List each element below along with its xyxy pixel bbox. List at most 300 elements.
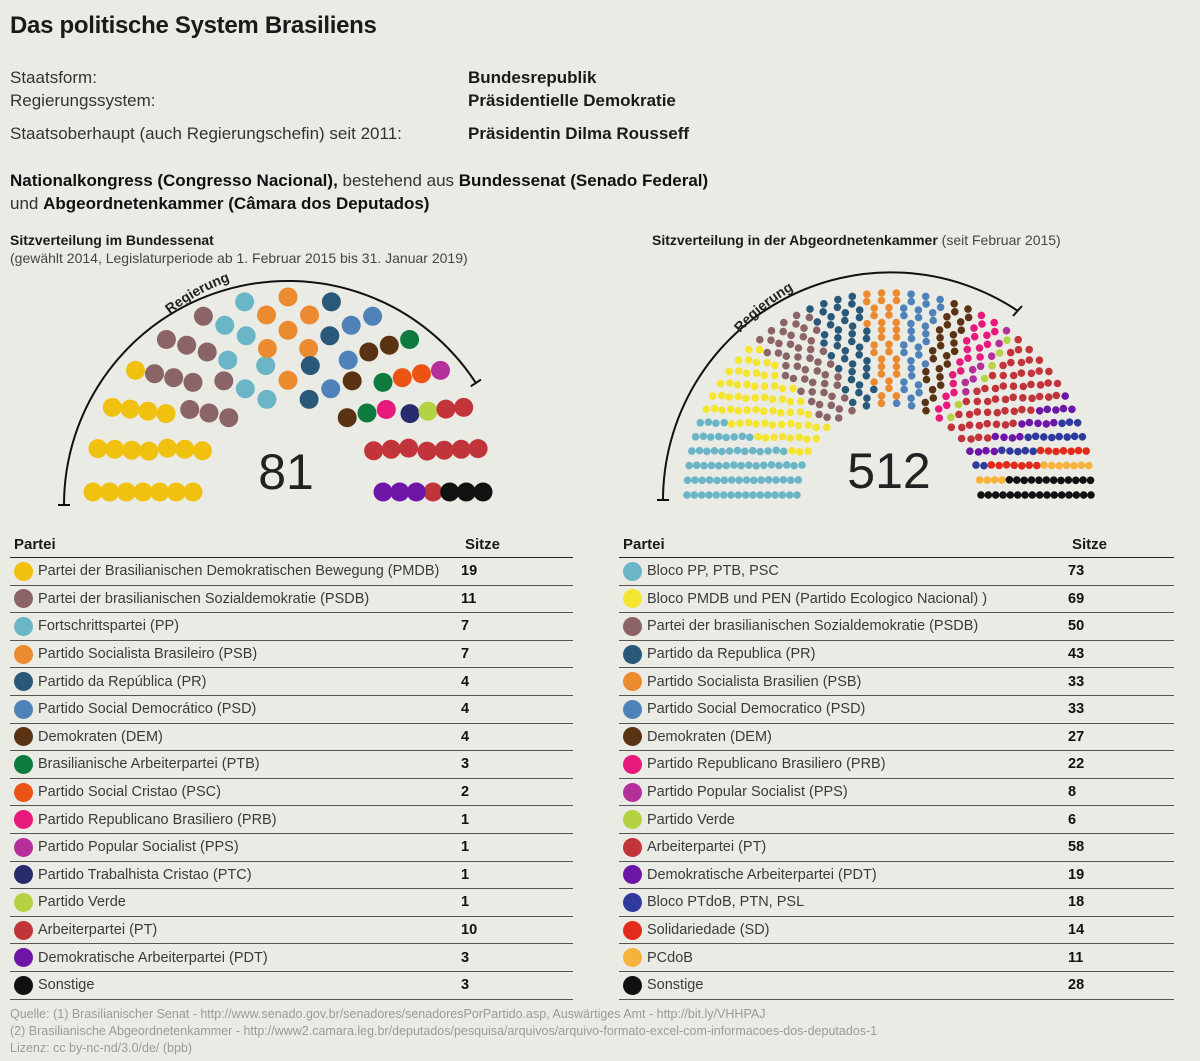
seat-arbeiterpartei-pt (1009, 420, 1017, 428)
seat-pcdob (976, 476, 984, 484)
seat-sonstige (977, 491, 985, 499)
seat-partei-der-brasilianischen-sozialdemokratie-psdb (827, 360, 835, 368)
seat-demokraten-dem (929, 386, 937, 394)
party-dot-cell (619, 668, 647, 696)
seat-partei-der-brasilianischen-sozialdemokratie-psdb (828, 393, 836, 401)
page-title: Das politische System Brasiliens (10, 12, 377, 39)
seat-partido-socialista-brasilien-psb (885, 377, 893, 385)
seat-arbeiterpartei-pt (469, 439, 488, 458)
seat-partido-republicano-brasiliero-prb (943, 402, 951, 410)
seat-bloco-pp-ptb-psc (757, 476, 765, 484)
footer-line: (2) Brasilianische Abgeordnetenkammer - http://www2.camara.leg.br/deputados/pesquisa/arquivos/arquivo-formato-excel-com-informacoes-dos-deputados-1 (10, 1024, 878, 1038)
party-color-dot (14, 672, 33, 691)
party-dot-cell (619, 723, 647, 751)
seat-partido-socialista-brasilien-psb (885, 311, 893, 319)
chamber-heading: Sitzverteilung in der Abgeordnetenkammer (652, 232, 938, 248)
footer-line: Lizenz: cc by-nc-nd/3.0/de/ (bpb) (10, 1041, 193, 1055)
party-color-dot (14, 865, 33, 884)
seat-arbeiterpartei-pt (1020, 383, 1028, 391)
seat-sonstige (1050, 476, 1058, 484)
chamber-total: 512 (847, 443, 931, 499)
party-dot-cell (10, 833, 38, 861)
seat-partido-verde (996, 349, 1004, 357)
seat-partei-der-brasilianischen-sozialdemokratie-psdb (814, 367, 822, 375)
seat-bloco-ptdob-ptn-psl (1079, 433, 1087, 441)
seat-partido-republicano-brasiliero-prb (936, 414, 944, 422)
party-color-dot (623, 783, 642, 802)
seat-demokraten-dem (380, 336, 399, 355)
senate-name: Bundessenat (Senado Federal) (458, 171, 709, 190)
seat-partido-socialista-brasilien-psb (893, 297, 901, 305)
seat-bloco-ptdob-ptn-psl (972, 461, 980, 469)
seat-bloco-ptdob-ptn-psl (1022, 447, 1030, 455)
seat-demokraten-dem (951, 308, 959, 316)
party-dot-cell (619, 585, 647, 613)
seat-partei-der-brasilianischen-demokratischen-bewegung-pmdb (84, 483, 103, 502)
seat-partido-socialista-brasilien-psb (878, 370, 886, 378)
party-name: Partido Popular Socialist (PPS) (647, 778, 1068, 806)
seat-bloco-pp-ptb-psc (764, 447, 772, 455)
seat-bloco-ptdob-ptn-psl (1048, 434, 1056, 442)
seat-bloco-pmdb-und-pen-partido-ecologico-nacional (725, 368, 733, 376)
seat-partido-republicano-brasiliero-prb (978, 320, 986, 328)
seat-partido-republicano-brasiliero-prb (990, 319, 998, 327)
seat-bloco-pmdb-und-pen-partido-ecologico-nacional (797, 398, 805, 406)
seat-bloco-ptdob-ptn-psl (1071, 433, 1079, 441)
seat-bloco-pmdb-und-pen-partido-ecologico-nacional (709, 392, 717, 400)
seat-bloco-pp-ptb-psc (764, 491, 772, 499)
party-name: Partido da República (PR) (38, 668, 461, 696)
party-dot-cell (619, 833, 647, 861)
party-seats: 27 (1068, 723, 1174, 751)
seat-bloco-pp-ptb-psc (727, 491, 735, 499)
seat-partido-social-democratico-psd (900, 341, 908, 349)
seat-partido-verde (955, 401, 963, 409)
seat-demokratische-arbeiterpartei-pdt (1052, 406, 1060, 414)
seat-partei-der-brasilianischen-demokratischen-bewegung-pmdb (117, 483, 136, 502)
seat-partido-social-democratico-psd (922, 338, 930, 346)
seat-bloco-pp-ptb-psc (698, 491, 706, 499)
seat-demokraten-dem (958, 326, 966, 334)
seat-solidariedade-sd (1037, 447, 1045, 455)
chamber-table-row (619, 806, 1174, 834)
seat-sonstige (1006, 476, 1014, 484)
seat-arbeiterpartei-pt (1018, 369, 1026, 377)
seat-bloco-pp-ptb-psc (691, 476, 699, 484)
seat-bloco-pp-ptb-psc (749, 491, 757, 499)
seat-partido-socialista-brasilien-psb (885, 341, 893, 349)
seat-demokratische-arbeiterpartei-pdt (1016, 433, 1024, 441)
seat-partido-verde (981, 375, 989, 383)
seat-partido-socialista-brasilien-psb (870, 312, 878, 320)
seat-partei-der-brasilianischen-sozialdemokratie-psdb (793, 312, 801, 320)
parliament-charts (0, 0, 1200, 530)
party-color-dot (623, 755, 642, 774)
seat-arbeiterpartei-pt (1011, 408, 1019, 416)
seat-bloco-pp-ptb-psc (742, 491, 750, 499)
seat-partido-socialista-brasilien-psb (893, 370, 901, 378)
seat-partido-republicano-brasiliero-prb (949, 371, 957, 379)
seat-arbeiterpartei-pt (1036, 393, 1044, 401)
seat-partido-da-republica-pr (849, 293, 857, 301)
seat-bloco-pp-ptb-psc (735, 476, 743, 484)
seat-bloco-pmdb-und-pen-partido-ecologico-nacional (728, 420, 736, 428)
seat-bloco-pp-ptb-psc (772, 447, 780, 455)
party-color-dot (623, 672, 642, 691)
seat-arbeiterpartei-pt (1026, 356, 1034, 364)
chamber-table-row (619, 695, 1174, 723)
congress-text-2: und (10, 194, 44, 213)
footer-line: Quelle: (1) Brasilianischer Senat - http://www.senado.gov.br/senadores/senadoresPorPartido.asp, Auswärtiges Amt - http://bit.ly/VHHPAJ (10, 1007, 766, 1021)
seat-partido-socialista-brasilien-psb (885, 304, 893, 312)
party-dot-cell (619, 695, 647, 723)
seat-bloco-ptdob-ptn-psl (998, 447, 1006, 455)
party-name: Bloco PP, PTB, PSC (647, 558, 1068, 586)
seat-partido-da-rep-blica-pr (301, 356, 320, 375)
seat-bloco-pp-ptb-psc (708, 462, 716, 470)
party-color-dot (14, 700, 33, 719)
seat-bloco-pp-ptb-psc (700, 462, 708, 470)
seat-partido-socialista-brasilien-psb (893, 326, 901, 334)
seat-partei-der-brasilianischen-sozialdemokratie-psdb (808, 337, 816, 345)
seat-partido-social-democratico-psd (893, 400, 901, 408)
seat-bloco-pp-ptb-psc (775, 462, 783, 470)
seat-partido-da-republica-pr (834, 304, 842, 312)
party-name: Demokraten (DEM) (38, 723, 461, 751)
seat-partido-da-republica-pr (863, 335, 871, 343)
seat-partido-social-democratico-psd (908, 298, 916, 306)
seat-partido-da-republica-pr (820, 300, 828, 308)
seat-demokratische-arbeiterpartei-pdt (1060, 405, 1068, 413)
party-seats: 8 (1068, 778, 1174, 806)
seat-partido-da-republica-pr (842, 386, 850, 394)
senate-chart (58, 269, 498, 505)
seat-partido-republicano-brasiliero-prb (983, 332, 991, 340)
seat-bloco-pp-ptb-psc (757, 491, 765, 499)
seat-pcdob (1070, 462, 1078, 470)
seat-partido-verde (1003, 336, 1011, 344)
seat-pcdob (1063, 462, 1071, 470)
seat-sonstige (1020, 477, 1028, 485)
seat-bloco-pp-ptb-psc (700, 433, 708, 441)
seat-partido-verde (419, 402, 438, 421)
seat-partido-republicano-brasiliero-prb (964, 346, 972, 354)
seat-partei-der-brasilianischen-demokratischen-bewegung-pmdb (121, 400, 140, 419)
seat-partei-der-brasilianischen-sozialdemokratie-psdb (806, 314, 814, 322)
seat-partido-da-republica-pr (828, 352, 836, 360)
party-color-dot (623, 948, 642, 967)
seat-bloco-pmdb-und-pen-partido-ecologico-nacional (769, 407, 777, 415)
seat-partei-der-brasilianischen-sozialdemokratie-psdb (836, 405, 844, 413)
seat-arbeiterpartei-pt (1027, 381, 1035, 389)
seat-bloco-pmdb-und-pen-partido-ecologico-nacional (777, 409, 785, 417)
seat-partido-verde (988, 362, 996, 370)
party-dot-cell (10, 751, 38, 779)
chamber-table-row (619, 668, 1174, 696)
seat-solidariedade-sd (995, 462, 1003, 470)
party-name: Partido Socialista Brasilien (PSB) (647, 668, 1068, 696)
seat-fortschrittspartei-pp (218, 351, 237, 370)
seat-partido-socialista-brasilien-psb (878, 319, 886, 327)
seat-bloco-pmdb-und-pen-partido-ecologico-nacional (789, 385, 797, 393)
seat-solidariedade-sd (1060, 447, 1068, 455)
seat-arbeiterpartei-pt (976, 422, 984, 430)
seat-bloco-ptdob-ptn-psl (1014, 448, 1022, 456)
seat-sonstige (1051, 491, 1059, 499)
seat-partido-socialista-brasilien-psb (893, 333, 901, 341)
party-name: Arbeiterpartei (PT) (647, 833, 1068, 861)
seat-partido-social-democratico-psd (900, 304, 908, 312)
seat-partei-der-brasilianischen-sozialdemokratie-psdb (807, 346, 815, 354)
seat-sonstige (1073, 491, 1081, 499)
seat-partido-socialista-brasilien-psb (893, 355, 901, 363)
seat-bloco-ptdob-ptn-psl (1024, 434, 1032, 442)
seat-partei-der-brasilianischen-demokratischen-bewegung-pmdb (139, 402, 158, 421)
party-color-dot (623, 810, 642, 829)
seat-partido-social-democratico-psd (922, 360, 930, 368)
seat-arbeiterpartei-pt (454, 398, 473, 417)
seat-partido-da-republica-pr (849, 360, 857, 368)
seat-arbeiterpartei-pt (1028, 370, 1036, 378)
party-dot-cell (10, 916, 38, 944)
senate-table-row (10, 861, 573, 889)
seat-sonstige (1080, 491, 1088, 499)
seat-arbeiterpartei-pt (948, 424, 956, 432)
seat-solidariedade-sd (1033, 462, 1041, 470)
seat-bloco-pmdb-und-pen-partido-ecologico-nacional (763, 359, 771, 367)
party-name: Demokratische Arbeiterpartei (PDT) (647, 861, 1068, 889)
seat-demokraten-dem (936, 365, 944, 373)
party-name: Sonstige (647, 971, 1068, 999)
seat-bloco-pmdb-und-pen-partido-ecologico-nacional (769, 421, 777, 429)
seat-bloco-pp-ptb-psc (688, 447, 696, 455)
seat-partei-der-brasilianischen-demokratischen-bewegung-pmdb (134, 483, 153, 502)
seat-partido-republicano-brasiliero-prb (950, 389, 958, 397)
seat-demokratische-arbeiterpartei-pdt (390, 483, 409, 502)
senate-table-row (10, 723, 573, 751)
senate-table-row (10, 971, 573, 999)
party-seats: 33 (1068, 668, 1174, 696)
seat-sonstige (1087, 477, 1095, 485)
party-seats: 43 (1068, 640, 1174, 668)
seat-partido-social-democratico-psd (937, 304, 945, 312)
seat-bloco-pp-ptb-psc (705, 418, 713, 426)
seat-partei-der-brasilianischen-sozialdemokratie-psdb (802, 366, 810, 374)
seat-partido-socialista-brasilien-psb (893, 319, 901, 327)
seat-bloco-pp-ptb-psc (790, 462, 798, 470)
seat-demokraten-dem (965, 314, 973, 322)
party-seats: 4 (461, 695, 573, 723)
seat-partei-der-brasilianischen-demokratischen-bewegung-pmdb (175, 440, 194, 459)
seat-bloco-pmdb-und-pen-partido-ecologico-nacional (756, 346, 764, 354)
seat-bloco-pp-ptb-psc (739, 433, 747, 441)
seat-pcdob (1078, 462, 1086, 470)
seat-arbeiterpartei-pt (1000, 372, 1008, 380)
senate-table-row (10, 944, 573, 972)
seat-partei-der-brasilianischen-demokratischen-bewegung-pmdb (157, 404, 176, 423)
seat-partei-der-brasilianischen-sozialdemokratie-psdb (808, 398, 816, 406)
seat-arbeiterpartei-pt (1037, 381, 1045, 389)
seat-partido-socialista-brasilien-psb (863, 290, 871, 298)
seat-bloco-pmdb-und-pen-partido-ecologico-nacional (762, 434, 770, 442)
seat-sonstige (1014, 491, 1022, 499)
seat-arbeiterpartei-pt (1035, 367, 1043, 375)
seat-partido-da-rep-blica-pr (320, 326, 339, 345)
seat-bloco-pmdb-und-pen-partido-ecologico-nacional (727, 406, 735, 414)
seat-partido-socialista-brasileiro-psb (279, 321, 298, 340)
party-seats: 6 (1068, 806, 1174, 834)
seat-partido-republicano-brasiliero-prb (976, 344, 984, 352)
seat-sonstige (1057, 477, 1065, 485)
party-dot-cell (10, 585, 38, 613)
party-color-dot (14, 948, 33, 967)
seat-partido-da-republica-pr (835, 326, 843, 334)
party-color-dot (14, 562, 33, 581)
seat-arbeiterpartei-pt (424, 483, 443, 502)
seat-bloco-ptdob-ptn-psl (1055, 433, 1063, 441)
seat-partei-der-brasilianischen-demokratischen-bewegung-pmdb (150, 483, 169, 502)
party-dot-cell (619, 806, 647, 834)
seat-partido-da-republica-pr (863, 394, 871, 402)
party-name: Partido Social Democrático (PSD) (38, 695, 461, 723)
seat-demokraten-dem (930, 394, 938, 402)
senate-table-row (10, 585, 573, 613)
seat-partido-da-republica-pr (848, 376, 856, 384)
senate-bracket-tick-right (471, 380, 481, 387)
seat-partido-popular-socialist-pps (995, 340, 1003, 348)
seat-partido-republicano-brasiliero-prb (377, 400, 396, 419)
seat-bloco-pp-ptb-psc (735, 491, 743, 499)
seat-bloco-pmdb-und-pen-partido-ecologico-nacional (787, 409, 795, 417)
seat-sonstige (1029, 491, 1037, 499)
chamber-table-row (619, 778, 1174, 806)
seat-bloco-pp-ptb-psc (772, 476, 780, 484)
seat-bloco-pmdb-und-pen-partido-ecologico-nacional (753, 359, 761, 367)
seat-partido-da-republica-pr (848, 300, 856, 308)
seat-demokratische-arbeiterpartei-pdt (975, 448, 983, 456)
party-seats: 10 (461, 916, 573, 944)
seat-partido-social-democratico-psd (929, 309, 937, 317)
party-name: Partei der brasilianischen Sozialdemokratie (PSDB) (38, 585, 461, 613)
chamber-table-row (619, 751, 1174, 779)
seat-partido-social-democratico-psd (907, 394, 915, 402)
seat-demokraten-dem (937, 381, 945, 389)
party-name: Partei der Brasilianischen Demokratischen Bewegung (PMDB) (38, 558, 461, 586)
seat-arbeiterpartei-pt (1001, 407, 1009, 415)
seat-bloco-pp-ptb-psc (718, 448, 726, 456)
seat-partido-social-democratico-psd (915, 389, 923, 397)
party-name: Partido Socialista Brasileiro (PSB) (38, 640, 461, 668)
seat-bloco-pp-ptb-psc (685, 462, 693, 470)
senate-table (10, 534, 573, 1000)
seat-partei-der-brasilianischen-sozialdemokratie-psdb (841, 394, 849, 402)
seat-partido-social-democratico-psd (915, 314, 923, 322)
seat-bloco-pmdb-und-pen-partido-ecologico-nacional (805, 421, 813, 429)
seat-demokraten-dem (922, 399, 930, 407)
seat-partei-der-brasilianischen-sozialdemokratie-psdb (823, 414, 831, 422)
seat-partido-socialista-brasilien-psb (878, 333, 886, 341)
chamber-col-seats: Sitze (1068, 534, 1174, 558)
seat-partei-der-brasilianischen-sozialdemokratie-psdb (194, 307, 213, 326)
seat-demokraten-dem (957, 318, 965, 326)
seat-partido-da-republica-pr (806, 305, 814, 313)
seat-bloco-pp-ptb-psc (743, 476, 751, 484)
seat-partido-da-republica-pr (814, 318, 822, 326)
seat-partido-social-democratico-psd (915, 381, 923, 389)
seat-partido-socialista-brasilien-psb (863, 320, 871, 328)
seat-partei-der-brasilianischen-sozialdemokratie-psdb (184, 373, 203, 392)
seat-partido-social-democratico-psd (936, 296, 944, 304)
seat-partido-socialista-brasilien-psb (878, 400, 886, 408)
seat-bloco-pp-ptb-psc (722, 434, 730, 442)
party-color-dot (14, 645, 33, 664)
seat-arbeiterpartei-pt (999, 362, 1007, 370)
senate-table-row (10, 889, 573, 917)
seat-demokraten-dem (929, 347, 937, 355)
senate-table-row (10, 916, 573, 944)
seat-demokratische-arbeiterpartei-pdt (1044, 406, 1052, 414)
seat-bloco-pmdb-und-pen-partido-ecologico-nacional (770, 434, 778, 442)
seat-bloco-pp-ptb-psc (684, 477, 692, 485)
seat-bloco-pmdb-und-pen-partido-ecologico-nacional (761, 394, 769, 402)
seat-partei-der-brasilianischen-sozialdemokratie-psdb (214, 371, 233, 390)
seat-partido-social-democratico-psd (908, 335, 916, 343)
seat-bloco-pp-ptb-psc (705, 491, 713, 499)
seat-demokraten-dem (964, 305, 972, 313)
seat-partei-der-brasilianischen-sozialdemokratie-psdb (834, 381, 842, 389)
party-name: Partido Republicano Brasiliero (PRB) (647, 751, 1068, 779)
seat-demokratische-arbeiterpartei-pdt (1043, 420, 1051, 428)
seat-arbeiterpartei-pt (974, 398, 982, 406)
chamber-table (619, 534, 1174, 1000)
party-seats: 19 (1068, 861, 1174, 889)
seat-fortschrittspartei-pp (235, 292, 254, 311)
seat-bloco-pp-ptb-psc (734, 447, 742, 455)
party-name: Partido da Republica (PR) (647, 640, 1068, 668)
chamber-table-row (619, 585, 1174, 613)
seat-partido-da-republica-pr (841, 317, 849, 325)
seat-partido-social-democratico-psd (908, 372, 916, 380)
seat-partido-socialista-brasileiro-psb (279, 371, 298, 390)
seat-partido-da-republica-pr (856, 314, 864, 322)
seat-bloco-pp-ptb-psc (795, 476, 803, 484)
seat-bloco-pp-ptb-psc (749, 447, 757, 455)
seat-bloco-pp-ptb-psc (765, 476, 773, 484)
seat-demokraten-dem (944, 360, 952, 368)
seat-arbeiterpartei-pt (974, 408, 982, 416)
seat-demokraten-dem (922, 368, 930, 376)
seat-partido-socialista-brasilien-psb (878, 355, 886, 363)
seat-partei-der-brasilianischen-sozialdemokratie-psdb (767, 336, 775, 344)
seat-bloco-pmdb-und-pen-partido-ecologico-nacional (787, 398, 795, 406)
seat-bloco-pp-ptb-psc (745, 461, 753, 469)
senate-col-party: Partei (10, 534, 461, 558)
seat-partido-da-republica-pr (863, 365, 871, 373)
seat-demokraten-dem (359, 343, 378, 362)
seat-bloco-pmdb-und-pen-partido-ecologico-nacional (761, 420, 769, 428)
seat-partei-der-brasilianischen-demokratischen-bewegung-pmdb (193, 441, 212, 460)
party-dot-cell (619, 861, 647, 889)
seat-demokratische-arbeiterpartei-pdt (1034, 420, 1042, 428)
party-dot-cell (10, 889, 38, 917)
party-seats: 3 (461, 751, 573, 779)
seat-demokratische-arbeiterpartei-pdt (1026, 419, 1034, 427)
seat-demokraten-dem (950, 300, 958, 308)
seat-partei-der-brasilianischen-sozialdemokratie-psdb (834, 373, 842, 381)
seat-demokraten-dem (944, 321, 952, 329)
party-color-dot (623, 727, 642, 746)
seat-partido-republicano-brasiliero-prb (976, 353, 984, 361)
